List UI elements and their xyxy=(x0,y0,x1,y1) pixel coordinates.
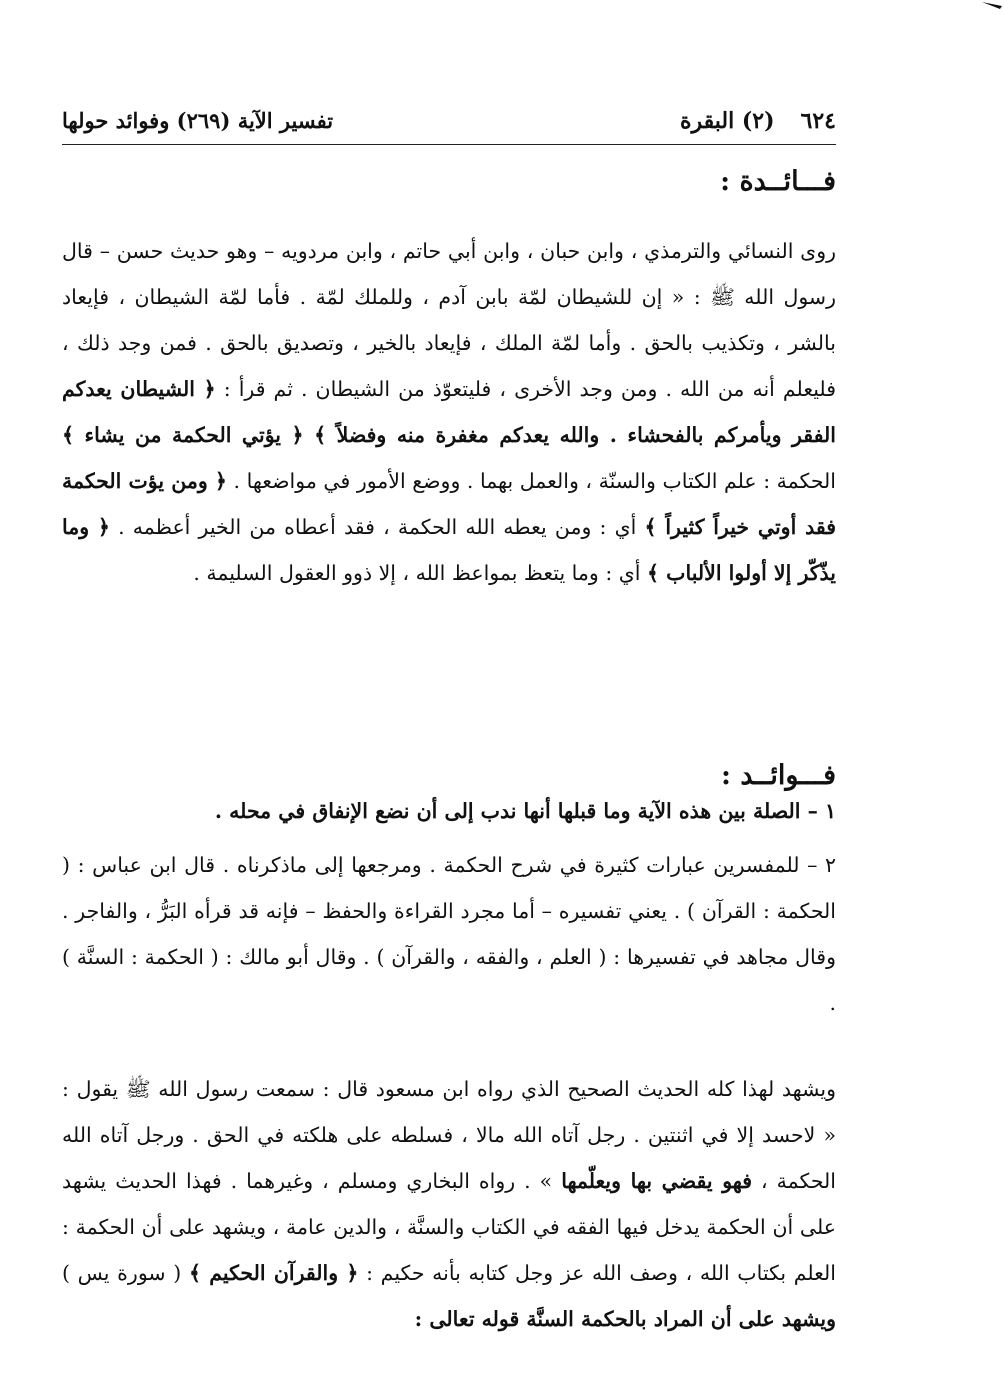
heading-faida: فـــائــدة : xyxy=(720,166,836,197)
page-number: ٦٢٤ xyxy=(800,108,836,134)
section-title: تفسير الآية (٢٦٩) وفوائد حولها xyxy=(62,108,334,133)
quran-quote: ﴿ ومن يؤت الحكمة فقد أوتي خيراً كثيراً ﴾ xyxy=(62,469,836,539)
text-run: أي : ومن يعطه الله الحكمة ، فقد أعطاه من الخير أعظمه . xyxy=(109,515,645,539)
quran-quote: ﴿ والقرآن الحكيم ﴾ xyxy=(188,1261,359,1285)
benefit-item-1: ١ – الصلة بين هذه الآية وما قبلها أنها ندب إلى أن نضع الإنفاق في محله . xyxy=(214,799,836,823)
heading-fawaid: فـــوائــد : xyxy=(721,760,836,791)
closing-paragraph xyxy=(62,1066,836,1342)
quran-quote: ﴿ الشيطان يعدكم الفقر ويأمركم بالفحشاء . والله يعدكم مغفرة منه وفضلاً ﴾ ﴿ يؤتي الحكمة من يشاء ﴾ xyxy=(62,377,836,447)
text-run: ويشهد لهذا كله الحديث الصحيح الذي رواه ابن مسعود قال : سمعت رسول الله ﷺ يقول : « لاحسد إلا في اثنتين . رجل آتاه الله مالا ، فسلطه على هلكته في الحق . ورجل آتاه الله الحكمة ، xyxy=(62,1077,837,1193)
text-run-bold: ويشهد على أن المراد بالحكمة السنَّة قوله تعالى : xyxy=(414,1307,836,1331)
page xyxy=(62,96,837,1331)
scan-corner-mark xyxy=(980,0,1004,10)
closing-paragraph-block xyxy=(62,1066,836,1342)
section1-body xyxy=(62,228,836,596)
text-run: الحكمة : علم الكتاب والسنّة ، والعمل بهما . ووضع الأمور في مواضعها . xyxy=(226,469,836,493)
surah-label: (٢) البقرة xyxy=(679,108,775,134)
section2-items xyxy=(62,788,836,1026)
text-run: روى النسائي والترمذي ، وابن حبان ، وابن أبي حاتم ، وابن مردويه – وهو حديث حسن – قال رسول الله ﷺ : « إن للشيطان لمّة بابن آدم ، وللملك لمّة . فأما لمّة الشيطان ، فإيعاد بالشر ، وتكذيب بالحق . وأما لمّة الملك ، فإيعاد بالخير ، وتصديق بالحق . فمن وجد ذلك ، فليعلم أنه من الله . ومن وجد الأخرى ، فليتعوّذ من الشيطان . ثم قرأ : xyxy=(62,239,837,401)
benefit-item-2: ٢ – للمفسرين عبارات كثيرة في شرح الحكمة . ومرجعها إلى ماذكرناه . قال ابن عباس : ( الحكمة : القرآن ) . يعني تفسيره – أما مجرد القراءة والحفظ – فإنه قد قرأه البَرُّ ، والفاجر . وقال مجاهد في تفسيرها : ( العلم ، والفقه ، والقرآن ) . وقال أبو مالك : ( الحكمة : السنَّة ) . xyxy=(62,853,836,1015)
hadith-quote: فهو يقضي بها ويعلّمها xyxy=(561,1169,753,1193)
text-run: » . رواه البخاري ومسلم ، وغيرهما . فهذا الحديث يشهد على أن الحكمة يدخل فيها الفقه في الكتاب والسنَّة ، والدين عامة ، ويشهد على أن الحكمة : العلم بكتاب الله ، وصف الله عز وجل كتابه بأنه حكيم : xyxy=(62,1169,836,1285)
text-run: ( سورة يس ) xyxy=(62,1261,189,1285)
quran-quote: ﴿ وما يذّكّر إلا أولوا الألباب ﴾ xyxy=(62,515,836,585)
header-rule xyxy=(62,144,836,145)
page-header xyxy=(62,96,836,140)
header-right xyxy=(680,108,836,134)
text-run: أي : وما يتعظ بمواعظ الله ، إلا ذوو العقول السليمة . xyxy=(193,561,648,585)
hadith-paragraph xyxy=(62,228,836,596)
